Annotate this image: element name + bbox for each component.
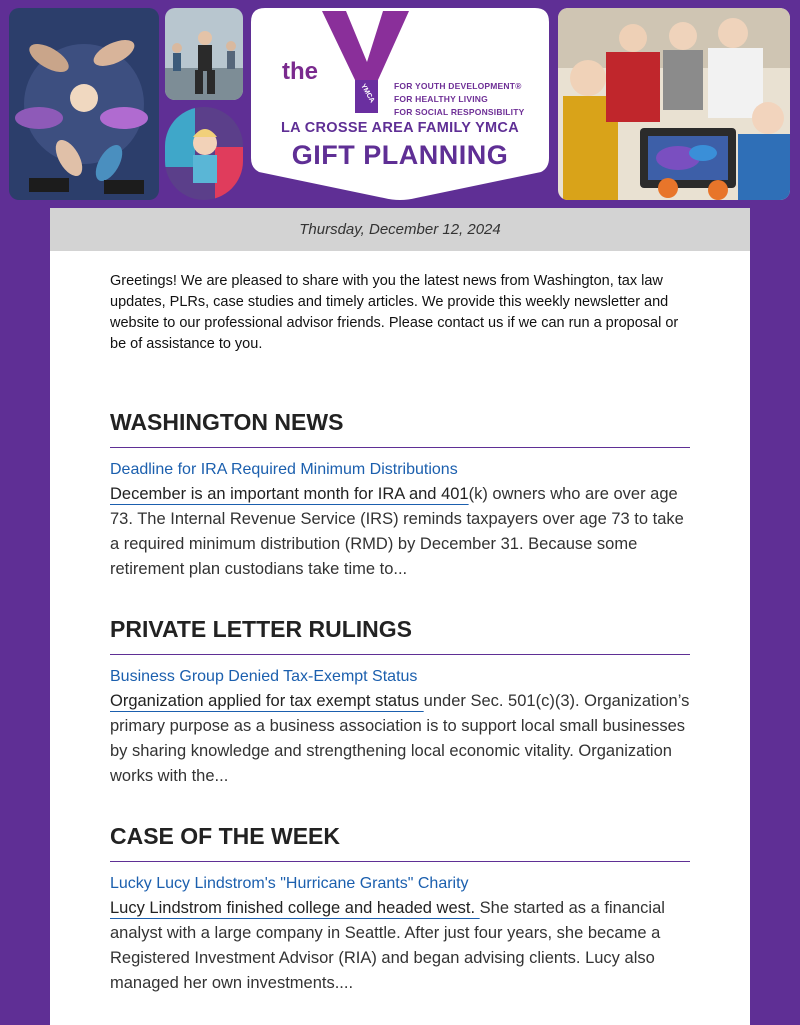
article-link-hurricane-grants[interactable]: Lucky Lucy Lindstrom's "Hurricane Grants" Charity xyxy=(110,875,469,892)
logo-the-text: the xyxy=(282,58,318,85)
article-body-text: (k) owners who are over age 73. The Internal Revenue Service (IRS) reminds taxpayers over age 73 to take a required minimum distribution (RMD) by December 31. Because some retirement plan custodians take time to... xyxy=(110,485,684,578)
article-lead: December is an important month for IRA and 401 xyxy=(110,485,469,503)
section-title-private-letter-rulings: PRIVATE LETTER RULINGS xyxy=(110,616,412,642)
section-divider xyxy=(110,654,690,655)
section-divider xyxy=(110,861,690,862)
article-body-text: She started as a financial analyst with a large company in Seattle. After just four years, she became a Registered Investment Advisor (RIA) and began advising clients. Lucy also managed her own investments.... xyxy=(110,899,665,992)
section-title-washington-news: WASHINGTON NEWS xyxy=(110,409,344,435)
gift-planning-title: GIFT PLANNING xyxy=(291,140,509,170)
intro-paragraph: Greetings! We are pleased to share with you the latest news from Washington, tax law updates, PLRs, case studies and timely articles. We provide this weekly newsletter and website to our professional advisor friends. Please contact us if we can run a proposal or be of assistance to you. xyxy=(110,273,679,352)
article-summary-tax-exempt xyxy=(110,689,695,789)
logo-taglines xyxy=(394,80,524,119)
article-body-text: under Sec. 501(c)(3). Organization’s primary purpose as a business association is to support local small businesses by sharing knowledge and strengthening local economic vitality. Organization works with the... xyxy=(110,692,690,785)
tagline-healthy: FOR HEALTHY LIVING xyxy=(394,94,488,104)
org-name: LA CROSSE AREA FAMILY YMCA xyxy=(281,120,519,136)
newsletter-content xyxy=(50,208,750,1025)
tagline-social: FOR SOCIAL RESPONSIBILITY xyxy=(394,107,525,117)
article-link-ira-rmd[interactable]: Deadline for IRA Required Minimum Distributions xyxy=(110,461,458,478)
logo-ymca-mark: YMCA xyxy=(359,82,376,105)
article-summary-ira-rmd xyxy=(110,482,695,582)
photo-kids-art xyxy=(558,8,790,200)
photo-toddler xyxy=(165,107,243,200)
date-bar: Thursday, December 12, 2024 xyxy=(50,208,750,251)
ymca-logo-card xyxy=(251,8,549,200)
photo-fitness-class xyxy=(165,8,243,100)
photo-kids-circle xyxy=(9,8,159,200)
article-lead: Organization applied for tax exempt status xyxy=(110,692,424,710)
section-divider xyxy=(110,447,690,448)
section-title-case-of-the-week: CASE OF THE WEEK xyxy=(110,823,341,849)
article-link-tax-exempt[interactable]: Business Group Denied Tax-Exempt Status xyxy=(110,668,418,685)
header-banner xyxy=(0,0,800,208)
article-summary-hurricane-grants xyxy=(110,896,695,996)
article-lead: Lucy Lindstrom finished college and headed west. xyxy=(110,899,480,917)
tagline-youth: FOR YOUTH DEVELOPMENT® xyxy=(394,81,522,91)
